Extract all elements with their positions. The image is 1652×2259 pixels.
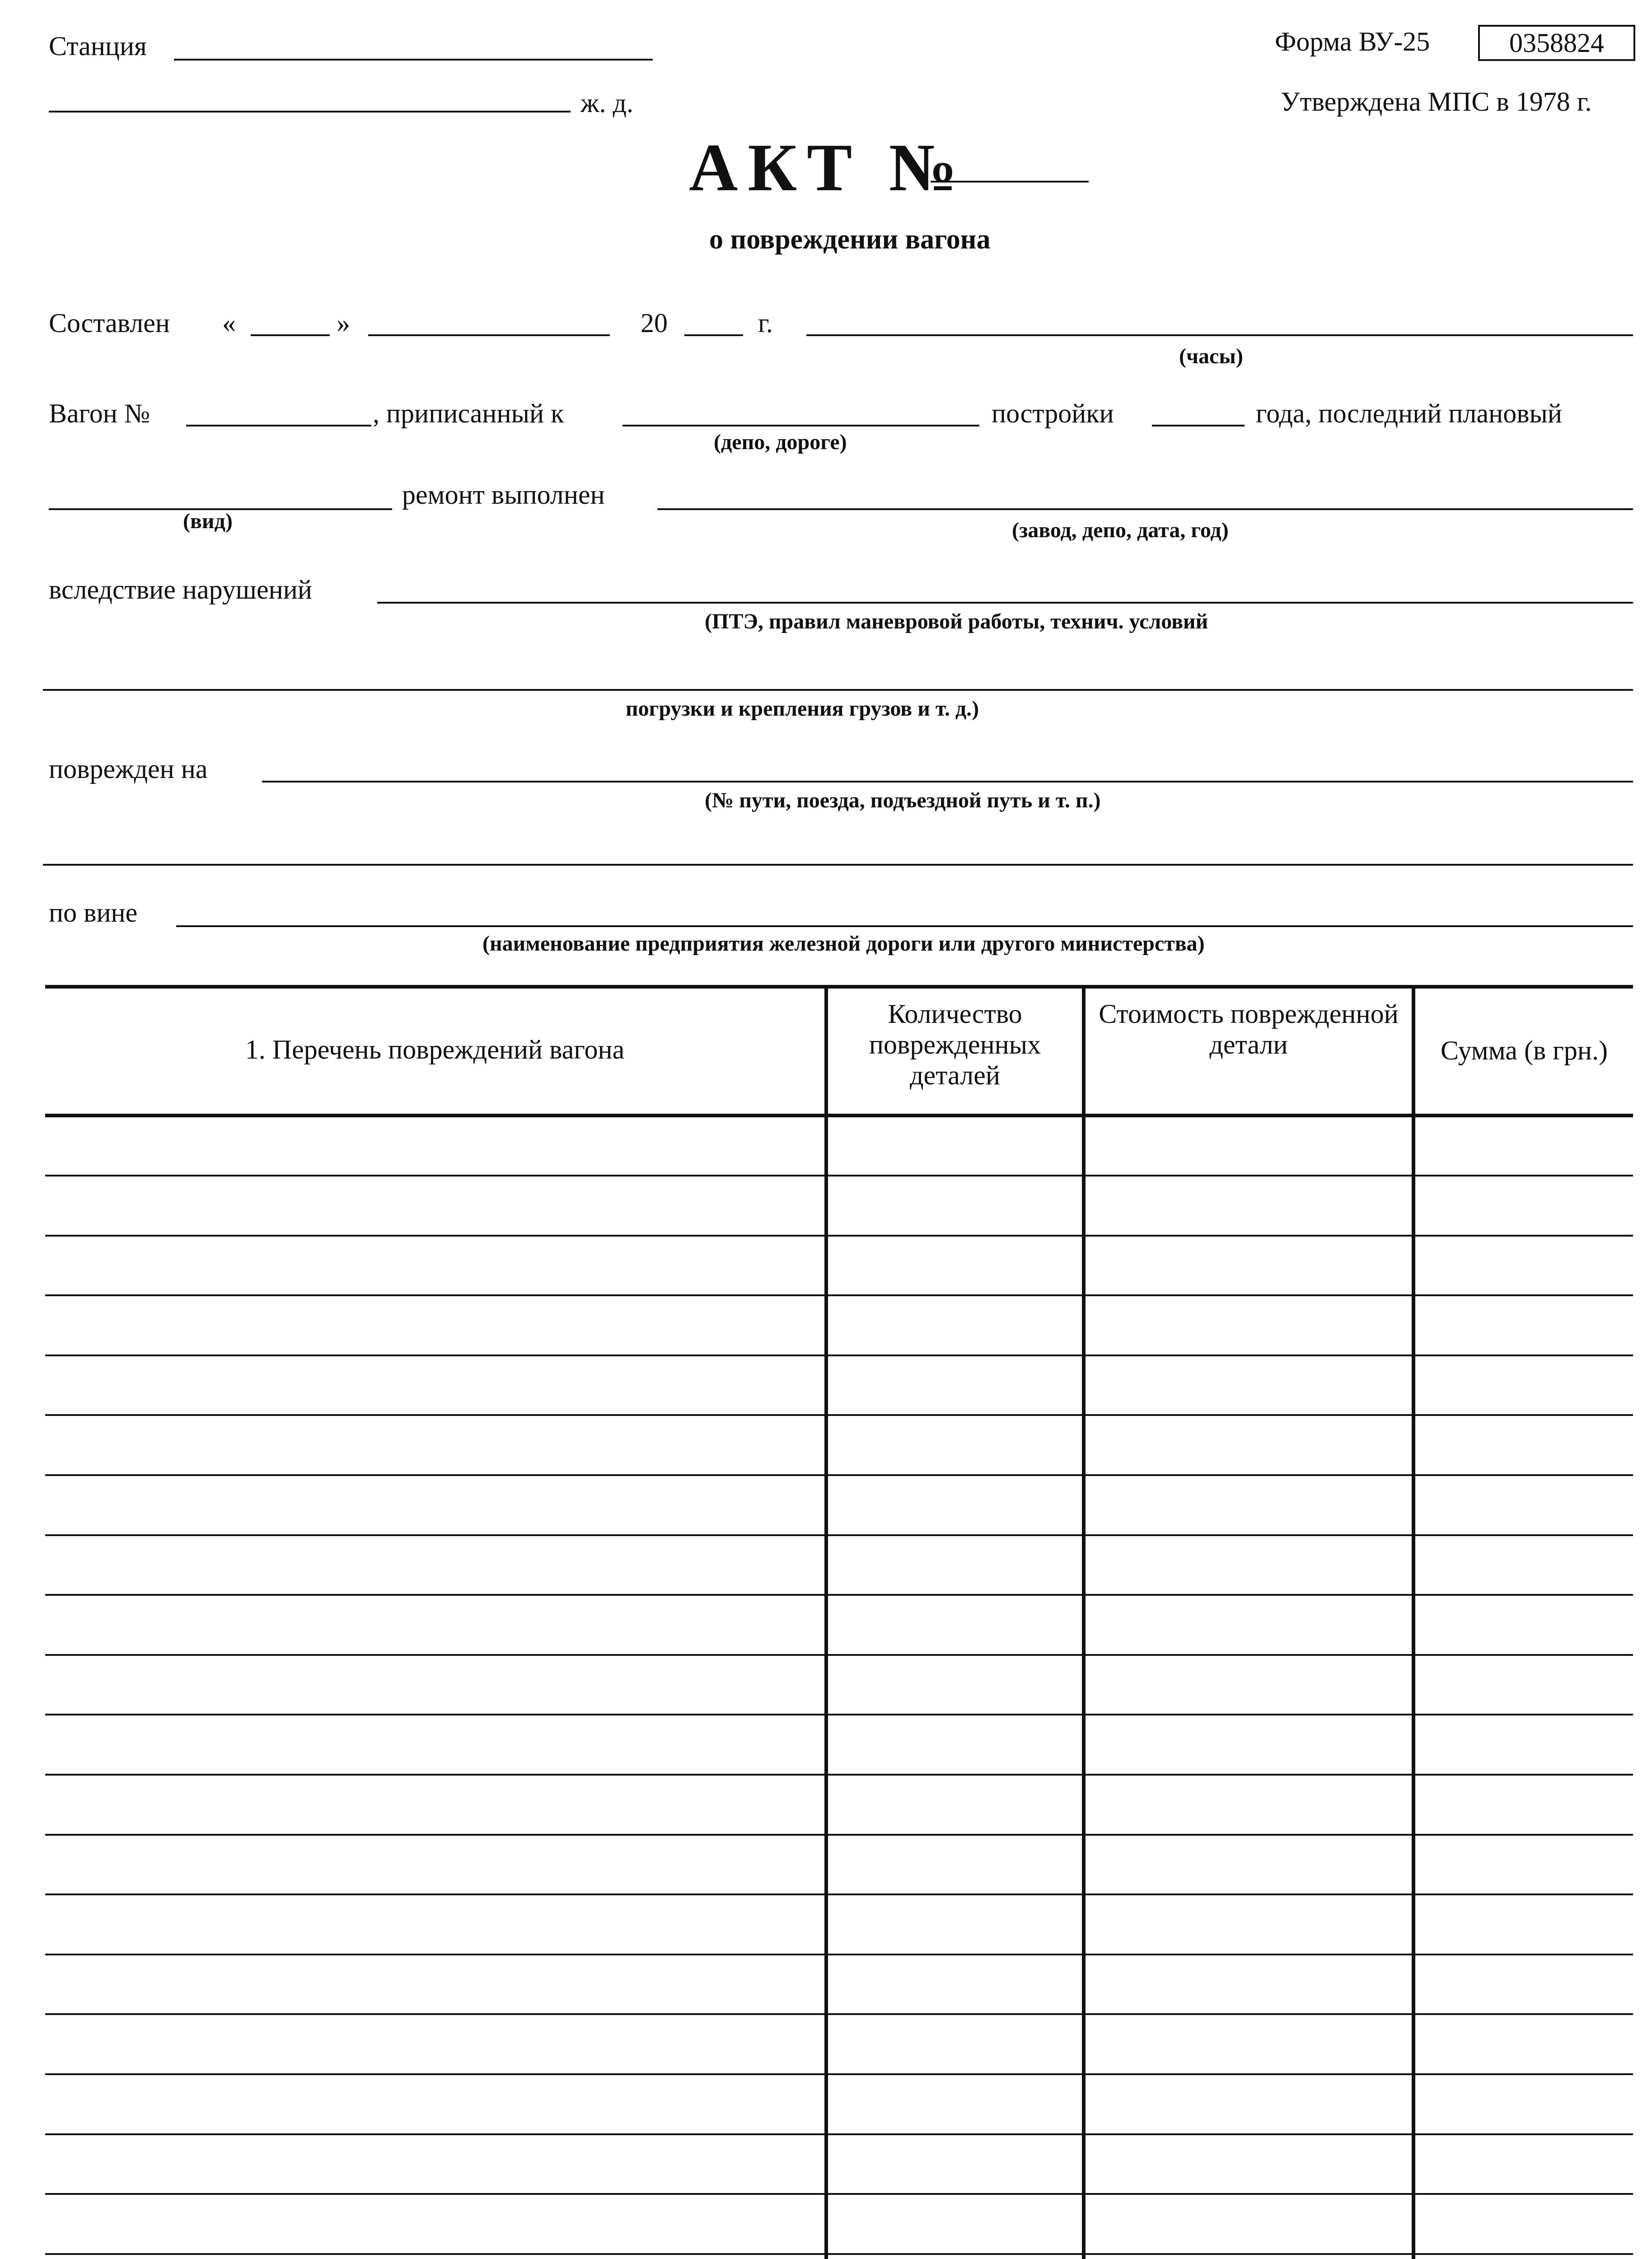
header-quantity: Количество поврежденных деталей bbox=[869, 999, 1041, 1090]
row-rule bbox=[45, 1893, 824, 1895]
row-rule bbox=[1415, 2013, 1633, 2015]
damaged-caption: (№ пути, поезда, подъездной путь и т. п.) bbox=[705, 788, 1101, 812]
hours-caption: (часы) bbox=[1179, 344, 1243, 368]
row-rule bbox=[1086, 1954, 1412, 1955]
row-rule bbox=[1086, 1175, 1412, 1176]
damaged-field[interactable] bbox=[262, 781, 1633, 783]
repair-label: ремонт выполнен bbox=[402, 480, 605, 510]
station-label: Станция bbox=[49, 31, 147, 61]
row-rule bbox=[828, 2253, 1082, 2255]
railway-field[interactable] bbox=[49, 111, 571, 112]
row-rule bbox=[45, 1294, 824, 1296]
row-rule bbox=[45, 1414, 824, 1416]
violations-label: вследствие нарушений bbox=[49, 575, 312, 605]
row-rule bbox=[45, 2013, 824, 2015]
column-divider-3 bbox=[1412, 985, 1415, 2259]
column-divider-1 bbox=[824, 985, 828, 2259]
row-rule bbox=[828, 1834, 1082, 1836]
row-rule bbox=[1086, 2193, 1412, 2195]
row-rule bbox=[828, 2193, 1082, 2195]
row-rule bbox=[828, 2073, 1082, 2075]
row-rule bbox=[45, 1474, 824, 1476]
row-rule bbox=[1086, 1834, 1412, 1836]
year-field[interactable] bbox=[684, 334, 743, 336]
row-rule bbox=[828, 1594, 1082, 1596]
row-rule bbox=[1086, 1893, 1412, 1895]
row-rule bbox=[45, 2253, 824, 2255]
row-rule bbox=[1415, 1654, 1633, 1656]
year-prefix: 20 bbox=[641, 308, 668, 338]
row-rule bbox=[45, 1774, 824, 1776]
row-rule bbox=[45, 1534, 824, 1536]
row-rule bbox=[1415, 1954, 1633, 1955]
row-rule bbox=[45, 1834, 824, 1836]
form-number-box: 0358824 bbox=[1478, 25, 1635, 61]
row-rule bbox=[828, 1534, 1082, 1536]
day-field[interactable] bbox=[251, 334, 330, 336]
row-rule bbox=[828, 1294, 1082, 1296]
row-rule bbox=[1086, 2253, 1412, 2255]
row-rule bbox=[1086, 1534, 1412, 1536]
wagon-label: Вагон № bbox=[49, 398, 150, 428]
row-rule bbox=[1415, 1594, 1633, 1596]
row-rule bbox=[45, 1594, 824, 1596]
month-field[interactable] bbox=[368, 334, 610, 336]
year-text: года, последний плановый bbox=[1256, 398, 1562, 428]
row-rule bbox=[1086, 1414, 1412, 1416]
row-rule bbox=[1415, 1235, 1633, 1237]
row-rule bbox=[45, 2073, 824, 2075]
row-rule bbox=[1415, 1834, 1633, 1836]
violations-field-2[interactable] bbox=[43, 689, 1633, 691]
table-header-rule bbox=[45, 1114, 1633, 1117]
act-title: АКТ № bbox=[689, 130, 967, 205]
row-rule bbox=[1415, 1294, 1633, 1296]
row-rule bbox=[828, 1175, 1082, 1176]
fault-caption: (наименование предприятия железной дороги или другого министерства) bbox=[482, 932, 1205, 956]
row-rule bbox=[828, 1354, 1082, 1356]
row-rule bbox=[1086, 1354, 1412, 1356]
row-rule bbox=[45, 2193, 824, 2195]
row-rule bbox=[1086, 2013, 1412, 2015]
row-rule bbox=[828, 1774, 1082, 1776]
row-rule bbox=[45, 1954, 824, 1955]
repair-plant-caption: (завод, депо, дата, год) bbox=[1012, 518, 1229, 542]
row-rule bbox=[45, 2133, 824, 2135]
row-rule bbox=[1415, 2253, 1633, 2255]
depot-field[interactable] bbox=[622, 425, 979, 426]
row-rule bbox=[828, 1474, 1082, 1476]
row-rule bbox=[1086, 1294, 1412, 1296]
wagon-number-field[interactable] bbox=[186, 425, 371, 426]
fault-field[interactable] bbox=[176, 925, 1633, 927]
repair-plant-field[interactable] bbox=[657, 508, 1633, 510]
fault-label: по вине bbox=[49, 898, 138, 928]
row-rule bbox=[1415, 1354, 1633, 1356]
row-rule bbox=[828, 1714, 1082, 1715]
row-rule bbox=[1415, 1774, 1633, 1776]
row-rule bbox=[45, 1235, 824, 1237]
row-rule bbox=[1415, 2073, 1633, 2075]
header-sum bbox=[1415, 985, 1633, 1116]
row-rule bbox=[828, 1893, 1082, 1895]
repair-type-caption: (вид) bbox=[183, 509, 233, 533]
row-rule bbox=[1086, 1474, 1412, 1476]
header-sum-label: Сумма (в грн.) bbox=[1441, 1036, 1608, 1065]
row-rule bbox=[1086, 1594, 1412, 1596]
header-damage-list-label: 1. Перечень повреждений вагона bbox=[245, 1034, 625, 1064]
row-rule bbox=[828, 1414, 1082, 1416]
row-rule bbox=[1415, 1175, 1633, 1176]
row-rule bbox=[1086, 1235, 1412, 1237]
damaged-field-2[interactable] bbox=[43, 864, 1633, 866]
row-rule bbox=[1415, 1414, 1633, 1416]
row-rule bbox=[828, 2013, 1082, 2015]
header-damage-list bbox=[45, 985, 824, 1114]
approval-note: Утверждена МПС в 1978 г. bbox=[1281, 87, 1592, 117]
row-rule bbox=[1086, 2133, 1412, 2135]
violations-caption-1: (ПТЭ, правил маневровой работы, технич. условий bbox=[705, 609, 1208, 633]
column-divider-2 bbox=[1082, 985, 1086, 2259]
quote-open: « bbox=[222, 308, 236, 338]
row-rule bbox=[45, 1654, 824, 1656]
act-number-field[interactable] bbox=[931, 181, 1089, 183]
row-rule bbox=[1415, 1893, 1633, 1895]
quote-close: » bbox=[337, 308, 350, 338]
row-rule bbox=[1415, 2133, 1633, 2135]
damaged-label: поврежден на bbox=[49, 754, 208, 784]
header-cost: Стоимость поврежденной детали bbox=[1099, 999, 1399, 1059]
year-suffix: г. bbox=[758, 308, 773, 338]
row-rule bbox=[828, 1654, 1082, 1656]
built-label: постройки bbox=[992, 398, 1114, 428]
depot-caption: (депо, дороге) bbox=[714, 430, 847, 454]
row-rule bbox=[45, 1175, 824, 1176]
assigned-label: , приписанный к bbox=[373, 398, 564, 428]
railway-suffix: ж. д. bbox=[580, 88, 633, 118]
violations-caption-2: погрузки и крепления грузов и т. д.) bbox=[626, 697, 979, 721]
row-rule bbox=[1415, 1534, 1633, 1536]
act-subtitle: о повреждении вагона bbox=[709, 224, 991, 255]
row-rule bbox=[1415, 2193, 1633, 2195]
row-rule bbox=[1415, 1714, 1633, 1715]
row-rule bbox=[45, 1354, 824, 1356]
row-rule bbox=[45, 1714, 824, 1715]
row-rule bbox=[1415, 1474, 1633, 1476]
row-rule bbox=[828, 2133, 1082, 2135]
row-rule bbox=[1086, 2073, 1412, 2075]
form-label: Форма ВУ-25 bbox=[1275, 27, 1430, 56]
compiled-label: Составлен bbox=[49, 308, 170, 338]
station-field[interactable] bbox=[174, 59, 653, 61]
row-rule bbox=[828, 1235, 1082, 1237]
hours-field[interactable] bbox=[806, 334, 1633, 336]
row-rule bbox=[828, 1954, 1082, 1955]
violations-field[interactable] bbox=[377, 602, 1633, 604]
built-year-field[interactable] bbox=[1152, 425, 1245, 426]
row-rule bbox=[1086, 1774, 1412, 1776]
row-rule bbox=[1086, 1654, 1412, 1656]
row-rule bbox=[1086, 1714, 1412, 1715]
